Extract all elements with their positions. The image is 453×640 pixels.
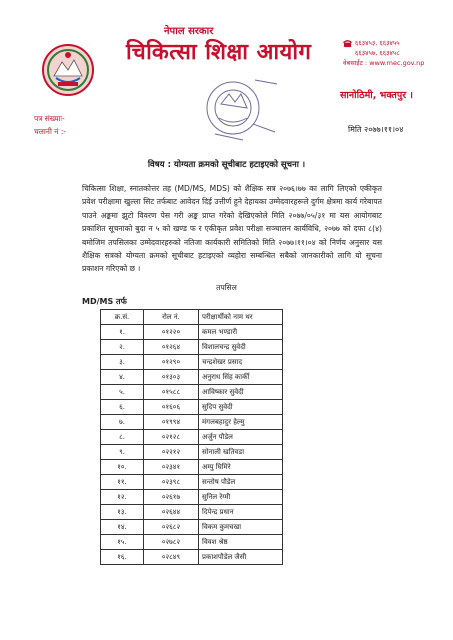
table-row	[101, 430, 283, 445]
serial-cell: ४.	[101, 370, 144, 385]
candidate-name-cell: आविष्कार सुवेदी	[199, 385, 283, 400]
table-header-row	[101, 310, 283, 325]
phone-icon	[343, 39, 352, 48]
serial-cell: १.	[101, 325, 144, 340]
dispatch-number-label: चलानी नं :-	[34, 127, 67, 136]
table-row	[101, 385, 283, 400]
roll-number-cell: ०१३०३	[144, 370, 199, 385]
table-row	[101, 400, 283, 415]
candidate-name-cell: प्रकाशपौडेल जैसी	[199, 550, 283, 565]
roll-number-cell: ०१६०६	[144, 400, 199, 415]
candidate-name-cell: विशालचन्द्र सुवेदी	[199, 340, 283, 355]
issue-date: मिति २०७७।११।०४	[348, 125, 404, 134]
serial-cell: २.	[101, 340, 144, 355]
serial-cell: १३.	[101, 505, 144, 520]
roll-number-cell: ०२१२८	[144, 430, 199, 445]
contact-block	[343, 38, 424, 68]
table-row	[101, 445, 283, 460]
roll-number-cell: ०१२२०	[144, 325, 199, 340]
serial-cell: १६.	[101, 550, 144, 565]
organization-title: चिकित्सा शिक्षा आयोग	[126, 40, 312, 65]
candidate-name-cell: अम्पु घिमिरे	[199, 460, 283, 475]
table-row	[101, 550, 283, 565]
serial-cell: ३.	[101, 355, 144, 370]
table-row	[101, 370, 283, 385]
serial-cell: १४.	[101, 520, 144, 535]
official-stamp-seal	[203, 74, 281, 144]
table-row	[101, 520, 283, 535]
candidate-name-cell: सुदिप सुवेदी	[199, 400, 283, 415]
table-row	[101, 475, 283, 490]
serial-cell: ५.	[101, 385, 144, 400]
candidate-name-cell: सन्तोष पौडेल	[199, 475, 283, 490]
table-row	[101, 355, 283, 370]
roll-number-cell: ०२७८२	[144, 535, 199, 550]
candidate-name-cell: सोनाली खतिवडा	[199, 445, 283, 460]
table-body	[101, 325, 283, 565]
candidate-name-cell: सुनिल रेग्मी	[199, 490, 283, 505]
candidate-name-cell: दिपेन्द्र प्रधान	[199, 505, 283, 520]
nepal-emblem-icon	[40, 42, 96, 98]
serial-cell: ११.	[101, 475, 144, 490]
roll-number-cell: ०२३९८	[144, 475, 199, 490]
roll-number-cell: ०१९९४	[144, 415, 199, 430]
column-header-serial: क्र.सं.	[101, 310, 144, 325]
serial-cell: ७.	[101, 415, 144, 430]
table-row	[101, 460, 283, 475]
table-row	[101, 490, 283, 505]
phone-numbers-1: ६६३४५३, ६६३४५५	[355, 39, 400, 47]
candidate-name-cell: चन्द्रशेखर प्रसाद	[199, 355, 283, 370]
serial-cell: १०.	[101, 460, 144, 475]
table-row	[101, 415, 283, 430]
table-row	[101, 535, 283, 550]
roll-number-cell: ०२३४१	[144, 460, 199, 475]
phone-numbers-2: ६६३४५७, ६६३४५८	[355, 49, 400, 57]
table-row	[101, 325, 283, 340]
table-row	[101, 340, 283, 355]
roll-number-cell: ०१२६४	[144, 340, 199, 355]
government-label: नेपाल सरकार	[164, 26, 214, 37]
serial-cell: १२.	[101, 490, 144, 505]
serial-cell: ८.	[101, 430, 144, 445]
notice-body: चिकित्सा शिक्षा, स्नातकोत्तर तह (MD/MS, MDS) को शैक्षिक सत्र २०७६।७७ का लागि लिएको एकीकृत प्रवेश परीक्षामा खुल्ला सिट तर्फबाट आवेदन दिई उत्तीर्ण हुने देहायका उम्मेदवारहरूले दुर्गम क्षेत्रमा कार्य गरेबापत पाउने अङ्कमा झुटो विवरण पेस गरी अङ्क प्राप्त गरेको देखिएकोले मिति २०७७/०५/३१ मा यस आयोगबाट प्रकाशित सूचनाको बुदा न ५ को खण्ड फ र एकीकृत प्रवेश परीक्षा सञ्चालन कार्यविधि, २०७७ को दफा ८(४) बमोजिम तपसिलका उम्मेदवारहरुको नतिजा कार्यकारी समितिको मिति २०७७।११।०४ को निर्णय अनुसार यस शैक्षिक सत्रको योग्यता क्रमको सूचीबाट हटाइएको व्यहोरा सम्बन्धित सबैको जानकारीको लागि यो सूचना प्रकाशन गरिएको छ ।	[82, 184, 382, 274]
notice-subject: विषय : योग्यता क्रमको सूचीबाट हटाइएको सूचना ।	[147, 160, 306, 170]
serial-cell: ९.	[101, 445, 144, 460]
candidate-name-cell: अर्जुन पौडेल	[199, 430, 283, 445]
candidate-name-cell: मंगलबहादुर हेल्मु	[199, 415, 283, 430]
serial-cell: १५.	[101, 535, 144, 550]
column-header-name: परीक्षार्थीको नाम थर	[199, 310, 283, 325]
column-header-roll: रोल नं.	[144, 310, 199, 325]
roll-number-cell: ०१५८८	[144, 385, 199, 400]
removed-candidates-table	[100, 309, 283, 565]
roll-number-cell: ०२२१२	[144, 445, 199, 460]
candidate-name-cell: विवश श्रेष्ठ	[199, 535, 283, 550]
office-address: सानोठिमी, भक्तपुर ।	[340, 90, 414, 101]
annex-label: तपसिल	[216, 283, 237, 292]
serial-cell: ६.	[101, 400, 144, 415]
reference-block	[34, 112, 66, 138]
roll-number-cell: ०२६१७	[144, 490, 199, 505]
roll-number-cell: ०२६८२	[144, 520, 199, 535]
website-text: वेबसाईट : www.mec.gov.np	[343, 59, 425, 67]
candidate-name-cell: अनुराध सिंह कार्की	[199, 370, 283, 385]
roll-number-cell: ०२६४४	[144, 505, 199, 520]
candidate-name-cell: विकम कुमचखा	[199, 520, 283, 535]
table-row	[101, 505, 283, 520]
section-label: MD/MS तर्फ	[82, 297, 127, 306]
roll-number-cell: ०१२९०	[144, 355, 199, 370]
letter-number-label: पत्र संख्याः-	[34, 114, 65, 123]
roll-number-cell: ०२८४९	[144, 550, 199, 565]
candidate-name-cell: कमल भण्डारी	[199, 325, 283, 340]
